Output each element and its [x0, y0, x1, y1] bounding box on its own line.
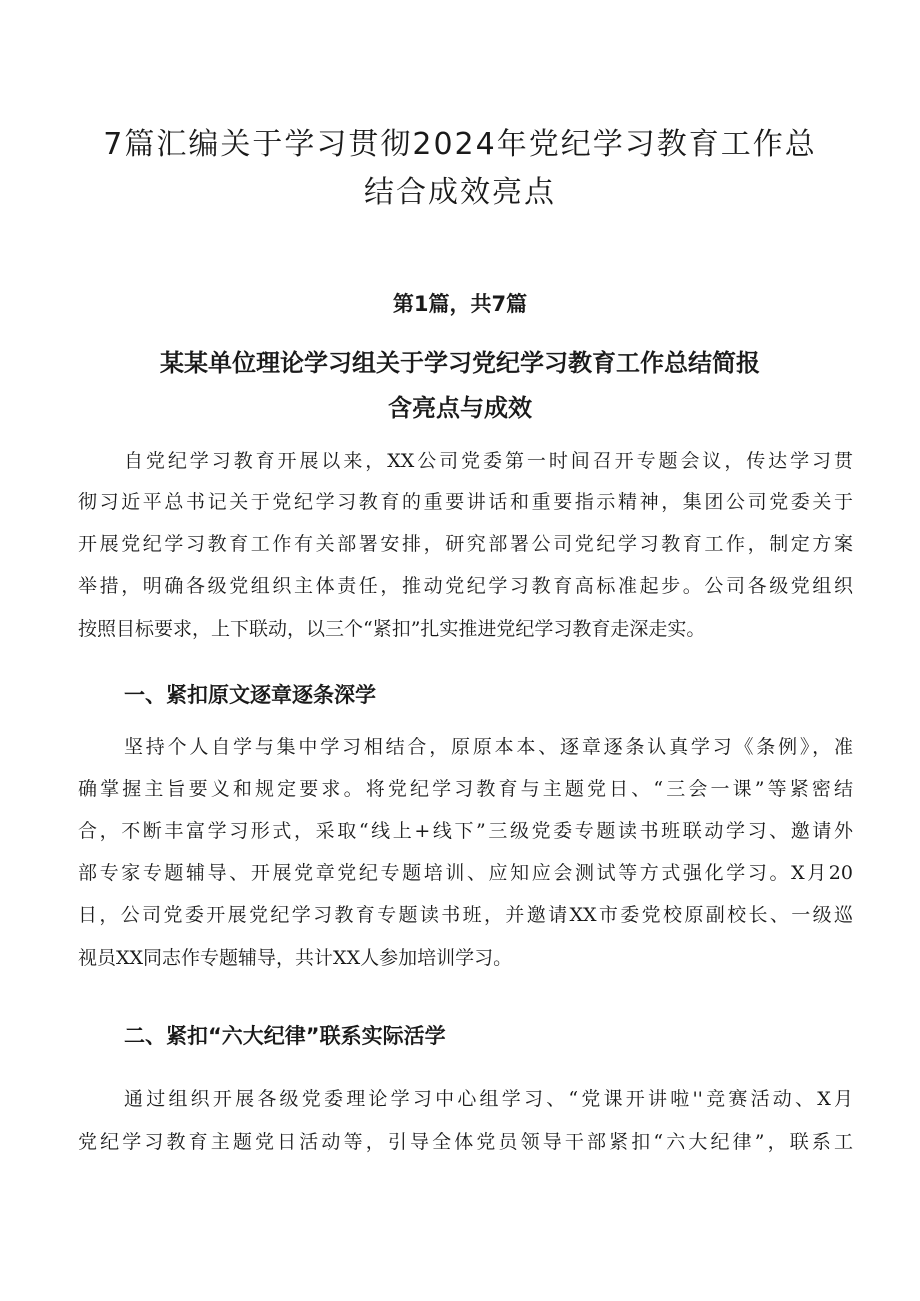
- paragraph-2-line-4: 部专家专题辅导、开展党章党纪专题培训、应知应会测试等方式强化学习。X月20: [78, 862, 853, 884]
- paragraph-1-line-5: 按照目标要求，上下联动，以三个“紧扣”扎实推进党纪学习教育走深走实。: [78, 618, 706, 640]
- paragraph-2-line-3: 合，不断丰富学习形式，采取“线上+线下”三级党委专题读书班联动学习、邀请外: [78, 820, 853, 842]
- document-title-line-2: 结合成效亮点: [364, 175, 556, 210]
- paragraph-2-line-5: 日，公司党委开展党纪学习教育专题读书班，并邀请XX市委党校原副校长、一级巡: [78, 904, 853, 926]
- section-1-heading: 一、紧扣原文逐章逐条深学: [124, 683, 376, 707]
- paragraph-1-line-2: 彻习近平总书记关于党纪学习教育的重要讲话和重要指示精神，集团公司党委关于: [78, 491, 853, 513]
- document-title-line-1: 7篇汇编关于学习贯彻2024年党纪学习教育工作总: [103, 127, 817, 162]
- paragraph-1-line-1: 自党纪学习教育开展以来，XX公司党委第一时间召开专题会议，传达学习贯: [124, 450, 853, 472]
- part-label: 第1篇，共7篇: [392, 292, 528, 316]
- paragraph-1-line-3: 开展党纪学习教育工作有关部署安排，研究部署公司党纪学习教育工作，制定方案: [78, 533, 853, 555]
- article-title-line-2: 含亮点与成效: [388, 394, 532, 422]
- paragraph-2-line-1: 坚持个人自学与集中学习相结合，原原本本、逐章逐条认真学习《条例》，准: [124, 736, 853, 758]
- paragraph-1-line-4: 举措，明确各级党组织主体责任，推动党纪学习教育高标准起步。公司各级党组织: [78, 575, 853, 597]
- paragraph-2-line-6: 视员XX同志作专题辅导，共计XX人参加培训学习。: [78, 947, 513, 969]
- section-2-heading: 二、紧扣“六大纪律”联系实际活学: [124, 1024, 446, 1048]
- paragraph-3-line-1: 通过组织开展各级党委理论学习中心组学习、“党课开讲啦''竞赛活动、X月: [124, 1088, 853, 1110]
- paragraph-2-line-2: 确掌握主旨要义和规定要求。将党纪学习教育与主题党日、“三会一课”等紧密结: [78, 778, 853, 800]
- paragraph-3-line-2: 党纪学习教育主题党日活动等，引导全体党员领导干部紧扣“六大纪律”，联系工: [78, 1131, 853, 1153]
- article-title-line-1: 某某单位理论学习组关于学习党纪学习教育工作总结简报: [160, 349, 760, 377]
